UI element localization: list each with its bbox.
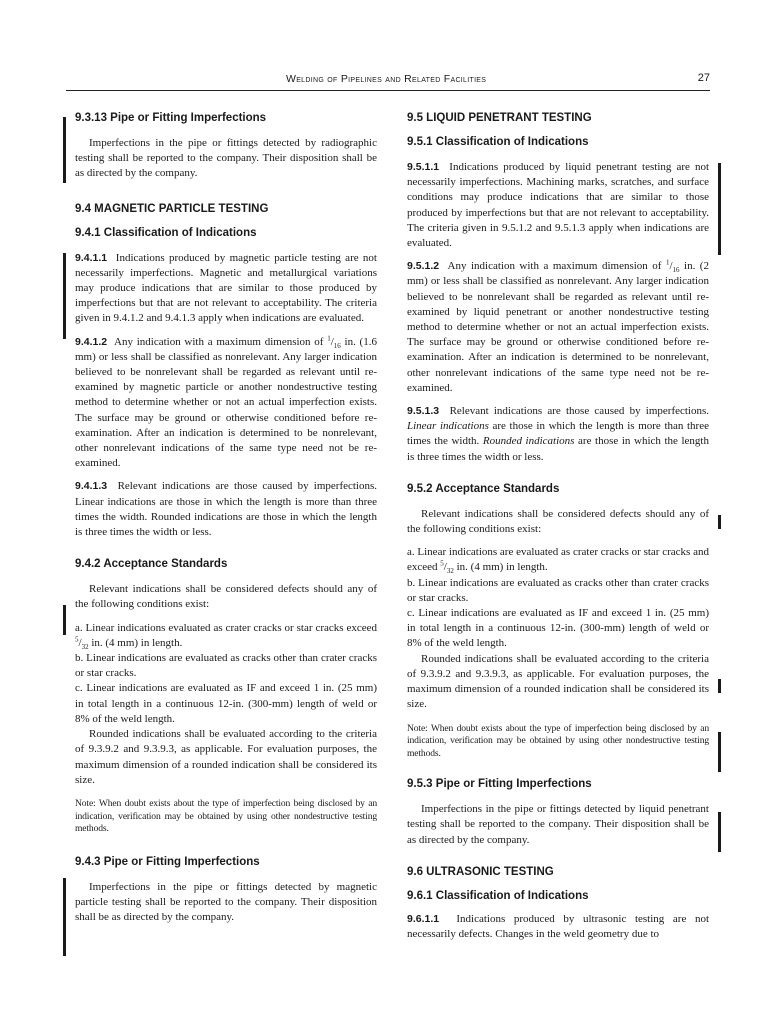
change-bar (718, 732, 721, 772)
section-heading-9-6: 9.6 ULTRASONIC TESTING (407, 865, 554, 878)
note: Note: When doubt exists about the type of imperfection being disclosed by an indication, verification may be obtained by using other nondestructive testing methods. (407, 722, 709, 759)
list-item-b: b. Linear indications are evaluated as cracks other than crater cracks or star cracks. (407, 576, 709, 604)
section-heading-9-3-13: 9.3.13 Pipe or Fitting Imperfections (75, 112, 267, 124)
page-header (66, 70, 710, 91)
emphasis-term: Linear indications (407, 420, 489, 433)
fraction-numerator: 1 (665, 258, 670, 267)
fraction-numerator: 5 (75, 635, 79, 644)
note: Note: When doubt exists about the type of imperfection being disclosed by an indication, verification may be obtained by using other nondestructive testing methods. (75, 797, 377, 835)
paragraph-text: in. (1.6 mm) or less shall be classified as nonrelevant. Any larger indication believed to be nonrelevant shall be regarded as relevant until re-examined by magnetic particle or another nondestructive testing method to determine whether or not an actual imperfection exists. The surface may be ground or otherwise conditioned before re-examination. After an indication is determined to be nonrelevant, other nonrelevant indications of the same type need not be re-examined. (75, 335, 377, 470)
item-text: a. Linear indications evaluated as crater cracks or star cracks exceed (75, 621, 377, 634)
list-item-a: a. Linear indications evaluated as crater cracks or star cracks exceed $^5/_{32}$ in. (4 mm) in length. (75, 621, 377, 652)
paragraph-text: Any indication with a maximum dimension of (447, 260, 666, 273)
paragraph-9-5-2-intro: Relevant indications shall be considered defects should any of the following conditions exist: (407, 507, 709, 536)
paragraph-text: are those in which the length is more than three times the width. (407, 420, 709, 448)
section-heading-9-5-3: 9.5.3 Pipe or Fitting Imperfections (407, 778, 592, 791)
paragraph-rounded-indications: Rounded indications shall be evaluated according to the criteria of 9.3.9.2 and 9.3.9.3, as applicable. For evaluation purposes, the maximum dimension of a rounded indication shall be considered its size. (75, 728, 377, 786)
paragraph-9-4-1-2: 9.4.1.2 Any indication with a maximum dimension of $^1/_{16}$ in. (1.6 mm) or less shall be classified as nonrelevant. Any larger indication believed to be nonrelevant shall be regarded as relevant until re-examined by magnetic particle or another nondestructive testing method to determine whether or not an actual imperfection exists. The surface may be ground or otherwise conditioned before re-examination. After an indication is determined to be nonrelevant, other nonrelevant indications of the same type need not be re-examined. (75, 333, 377, 470)
fraction-denominator: 16 (672, 266, 680, 275)
paragraph-rounded-indications: Rounded indications shall be evaluated according to the criteria of 9.3.9.2 and 9.3.9.3, as applicable. For evaluation purposes, the maximum dimension of a rounded indication shall be considered its size. (407, 652, 709, 711)
paragraph-number: 9.4.1.3 (75, 480, 108, 493)
paragraph-number: 9.6.1.1 (407, 912, 440, 925)
paragraph-text: Indications produced by ultrasonic testing are not necessarily defects. Changes in the weld geometry due to (407, 912, 709, 941)
paragraph-text: Any indication with a maximum dimension of (114, 335, 328, 348)
paragraph-9-5-1-2: 9.5.1.2 Any indication with a maximum dimension of $^1/_{16}$ in. (2 mm) or less shall be classified as nonrelevant. Any larger indication believed to be nonrelevant shall be regarded as relevant until re-examined by liquid penetrant or another nondestructive testing method to determine whether or not an actual imperfection exists. The surface may be ground or otherwise conditioned before re-examination. After an indication is determined to be nonrelevant, other nonrelevant indications of the same type need not be re-examined. (407, 258, 709, 394)
paragraph-9-6-1-1 (407, 912, 709, 942)
section-heading-9-5: 9.5 LIQUID PENETRANT TESTING (407, 112, 592, 124)
fraction-denominator: 32 (81, 643, 89, 652)
right-column (407, 104, 709, 942)
paragraph-9-4-2-intro: Relevant indications shall be considered defects should any of the following conditions exist: (75, 583, 377, 611)
paragraph-text: in. (2 mm) or less shall be classified as nonrelevant. Any larger indication believed to be nonrelevant shall be regarded as relevant until re-examined by liquid penetrant or another nondestructive testing method to determine whether or not an actual imperfection exists. The surface may be ground or otherwise conditioned before re-examination. After an indication is determined to be nonrelevant, other nonrelevant indications of the same type need not be re-examined. (407, 260, 709, 394)
change-bar (63, 878, 66, 956)
item-text: a. Linear indications are evaluated as crater cracks or star cracks and exceed (407, 546, 709, 574)
fraction-denominator: 16 (333, 341, 341, 350)
page-number: 27 (697, 72, 710, 84)
paragraph-9-5-1-1 (407, 160, 709, 251)
emphasis-term: Rounded indications (482, 435, 575, 448)
section-heading-9-6-1: 9.6.1 Classification of Indications (407, 889, 589, 902)
paragraph-text: are those in which the length is three times the width or less. (407, 435, 709, 463)
paragraph-text: Indications produced by liquid penetrant testing are not necessarily imperfections. Machining marks, scratches, and surface conditions may produce indications that are similar to those produced by imperfections but that are not relevant to acceptability. The criteria given in 9.5.1.2 and 9.5.1.3 apply when indications are evaluated. (407, 161, 710, 250)
change-bar (718, 515, 721, 529)
list-item-c: c. Linear indications are evaluated as IF and exceed 1 in. (25 mm) in total length in a continuous 12-in. (300-mm) length of weld or 8% of the weld length. (75, 682, 377, 725)
paragraph-text: Indications produced by magnetic particle testing are not necessarily imperfections. Magnetic and metallurgical variations may produce indications that are similar to those produced by imperfections but that are not relevant to acceptability. The criteria given in 9.4.1.2 and 9.4.1.3 apply when indications are evaluated. (75, 251, 377, 325)
fraction-denominator: 32 (446, 567, 454, 576)
change-bar (63, 117, 66, 183)
fraction-numerator: 5 (440, 559, 444, 568)
paragraph-9-3-13: Imperfections in the pipe or fittings detected by radiographic testing shall be reported to the company. Their disposition shall be as directed by the company. (75, 137, 377, 180)
paragraph-9-5-3: Imperfections in the pipe or fittings detected by liquid penetrant testing shall be reported to the company. Their disposition shall be as directed by the company. (407, 803, 709, 846)
item-text: in. (4 mm) in length. (88, 636, 183, 649)
section-heading-9-4: 9.4 MAGNETIC PARTICLE TESTING (75, 202, 269, 215)
change-bar (63, 253, 66, 339)
list-item-b: b. Linear indications are evaluated as cracks other than crater cracks or star cracks. (75, 652, 377, 680)
paragraph-9-4-3: Imperfections in the pipe or fittings detected by magnetic particle testing shall be reported to the company. Their disposition shall be as directed by the company. (75, 880, 377, 924)
change-bar (718, 812, 721, 852)
paragraph-number: 9.4.1.2 (75, 335, 108, 348)
section-heading-9-4-3: 9.4.3 Pipe or Fitting Imperfections (75, 855, 260, 868)
running-title: Welding of Pipelines and Related Facilities (286, 73, 487, 85)
section-heading-9-5-2: 9.5.2 Acceptance Standards (407, 482, 560, 495)
section-heading-9-5-1: 9.5.1 Classification of Indications (407, 136, 589, 148)
change-bar (63, 605, 66, 635)
section-heading-9-4-1: 9.4.1 Classification of Indications (75, 226, 257, 239)
left-column (75, 104, 377, 925)
paragraph-text: Relevant indications are those caused by imperfections. Linear indications are those in which the length is more than three times the width. Rounded indications are those in which the length is three times the width or less. (75, 480, 378, 539)
change-bar (718, 163, 721, 255)
change-bar (718, 679, 721, 693)
fraction-numerator: 1 (327, 333, 331, 342)
paragraph-9-4-1-3 (75, 479, 377, 540)
paragraph-9-4-1-1 (75, 251, 377, 327)
list-item-c: c. Linear indications are evaluated as IF and exceed 1 in. (25 mm) in total length in a continuous 12-in. (300-mm) length of weld or 8% of the weld length. (407, 607, 709, 650)
paragraph-number: 9.5.1.1 (407, 161, 440, 173)
paragraph-9-5-1-3 (407, 404, 709, 465)
paragraph-number: 9.4.1.1 (75, 251, 108, 264)
section-heading-9-4-2: 9.4.2 Acceptance Standards (75, 558, 228, 571)
paragraph-text: Relevant indications are those caused by imperfections. (449, 405, 710, 418)
item-text: in. (4 mm) in length. (453, 561, 548, 574)
list-item-a: a. Linear indications are evaluated as crater cracks or star cracks and exceed $^5/_{32}$ in. (4 mm) in length. (407, 546, 709, 576)
paragraph-number: 9.5.1.2 (407, 260, 440, 273)
paragraph-number: 9.5.1.3 (407, 405, 440, 418)
